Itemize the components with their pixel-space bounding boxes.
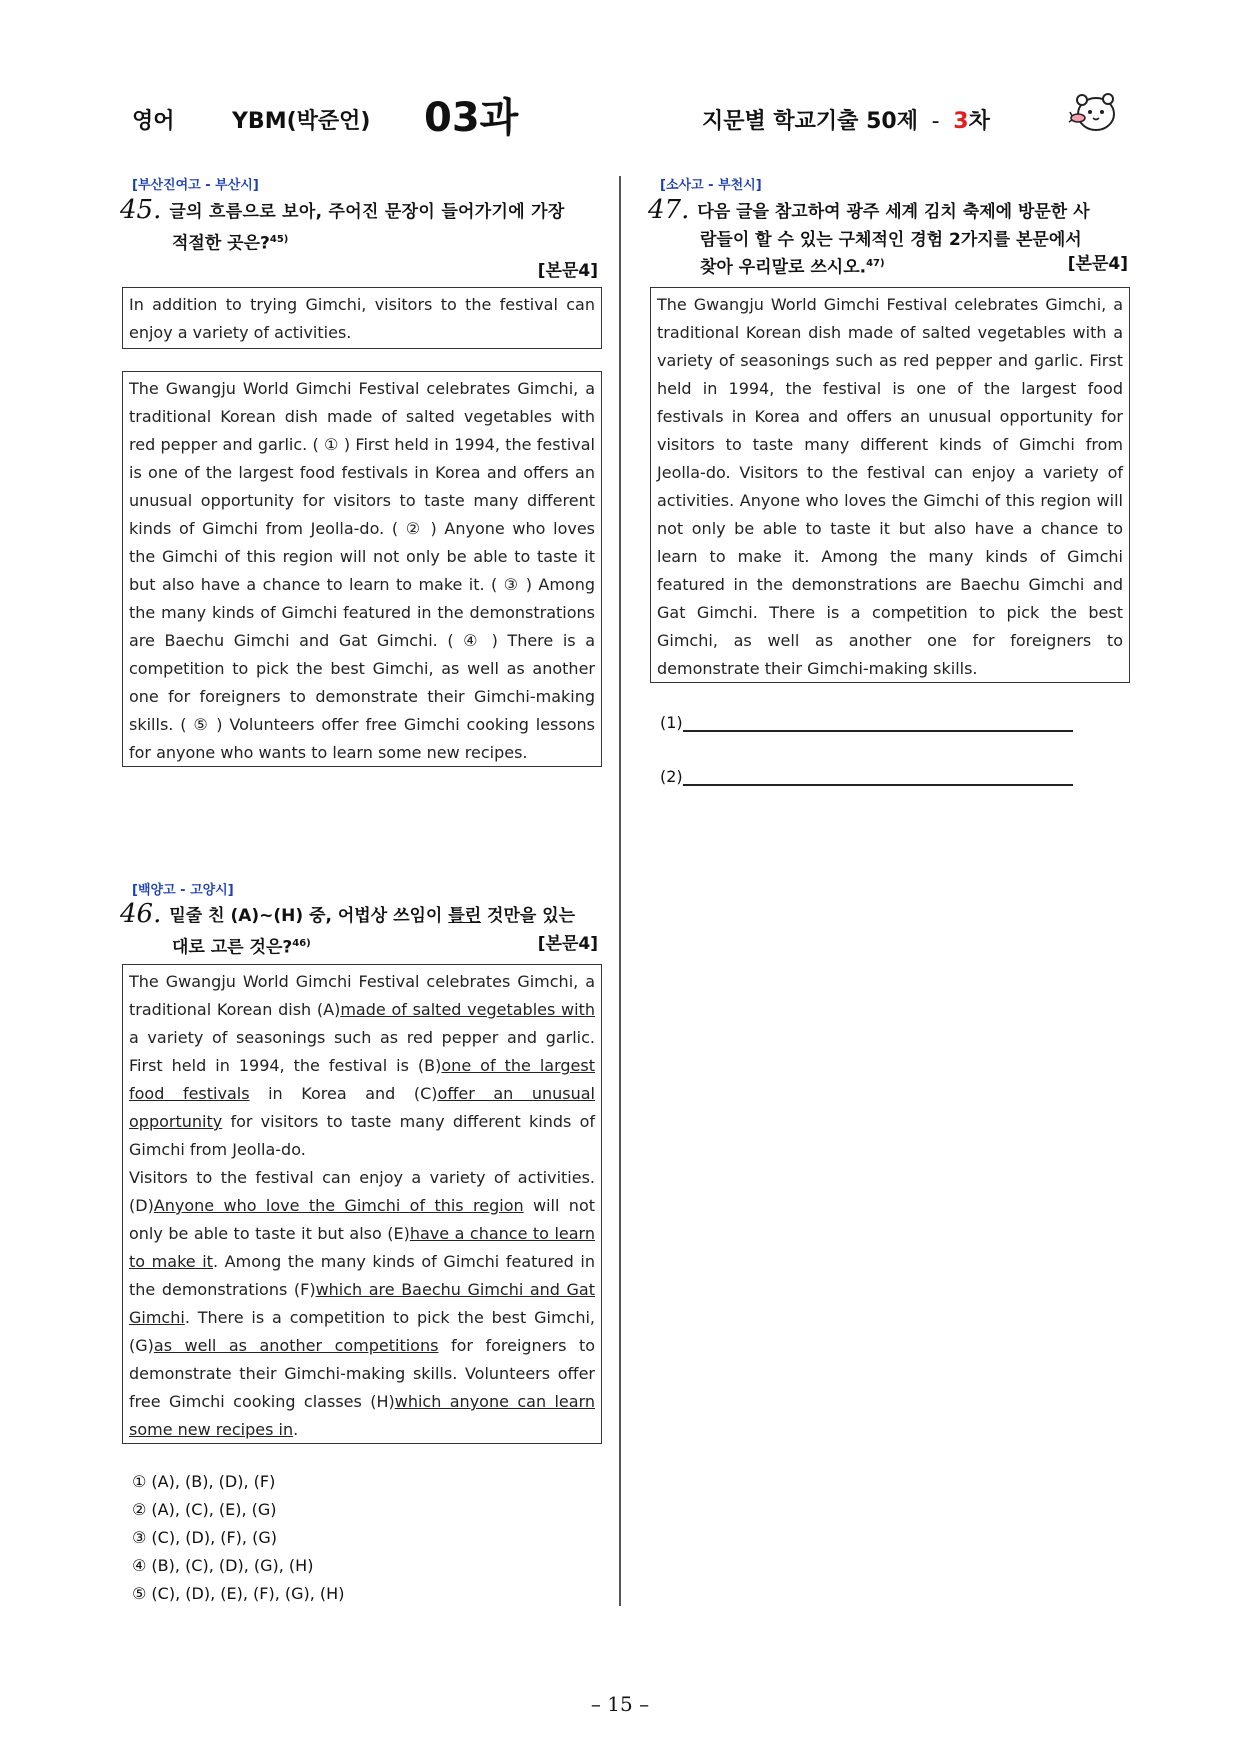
mascot-icon xyxy=(1068,88,1120,136)
publisher-label: YBM(박준언) xyxy=(232,109,371,134)
q46-text: for visitors to taste many different kinds of Gimchi from Jeolla-do. xyxy=(129,1112,595,1159)
q46-underline-B: one of the largest food festivals xyxy=(129,1056,595,1103)
q46-choice-1[interactable]: ① (A), (B), (D), (F) xyxy=(132,1472,276,1491)
column-divider xyxy=(619,176,621,1606)
q46-text: in Korea and (C) xyxy=(249,1084,438,1103)
q47-question-line3: 찾아 우리말로 쓰시오. xyxy=(700,257,867,278)
q46-text: . xyxy=(293,1420,299,1439)
q46-choice-5[interactable]: ⑤ (C), (D), (E), (F), (G), (H) xyxy=(132,1584,345,1603)
q45-given-sentence: In addition to trying Gimchi, visitors to the festival can enjoy a variety of activities. xyxy=(129,295,595,342)
q47-answer-1[interactable] xyxy=(660,712,1073,732)
q46-text: for foreigners to demonstrate their Gimchi-making skills. Volunteers offer free Gimchi cooking classes (H) xyxy=(129,1336,596,1411)
q46-source: [백양고 - 고양시] xyxy=(132,883,234,898)
round-number: 3 xyxy=(953,109,969,134)
q45-question-line2: 적절한 곳은? xyxy=(172,233,270,254)
q46-underline-H: which anyone can learn some new recipes in xyxy=(129,1392,596,1439)
q47-answer1-label: (1) xyxy=(660,713,683,732)
q46-text: a variety of seasonings such as red pepper and garlic. First held in 1994, the festival is (B) xyxy=(129,1028,595,1075)
series-title xyxy=(702,104,990,135)
q46-text: The Gwangju World Gimchi Festival celebrates Gimchi, a traditional Korean dish (A) xyxy=(129,972,595,1019)
q46-question-line1b: 것만을 있는 xyxy=(487,906,576,926)
q46-text: will not only be able to taste it but also (E) xyxy=(129,1196,596,1243)
q46-choice-2[interactable]: ② (A), (C), (E), (G) xyxy=(132,1500,277,1519)
q45-passage-box xyxy=(122,371,602,767)
q46-paragraph-1 xyxy=(129,968,595,1164)
q47-answer2-label: (2) xyxy=(660,767,683,786)
q46-underline-C: offer an unusual opportunity xyxy=(129,1084,596,1131)
q46-choices xyxy=(132,1468,344,1608)
q45-question-line1: 글의 흐름으로 보아, 주어진 문장이 들어가기에 가장 xyxy=(169,202,565,222)
q45-footnote: 45) xyxy=(269,234,289,245)
q47-footnote: 47) xyxy=(866,258,885,269)
q45-reference: [본문4] xyxy=(537,260,598,281)
q46-question-line2: 대로 고른 것은? xyxy=(172,937,293,958)
q46-text: Visitors to the festival can enjoy a variety of activities. (D) xyxy=(129,1168,595,1215)
q47-answer1-line[interactable] xyxy=(683,712,1073,732)
q45-given-sentence-box xyxy=(122,287,602,349)
q47-passage-box xyxy=(650,287,1130,683)
q46-paragraph-2 xyxy=(129,1164,595,1444)
page-number: – 15 – xyxy=(590,1692,650,1716)
q47-answer2-line[interactable] xyxy=(683,766,1073,786)
q46-underline-A: made of salted vegetables with xyxy=(340,1000,595,1019)
q47-answer-2[interactable] xyxy=(660,766,1073,786)
q47-question-line2: 람들이 할 수 있는 구체적인 경험 2가지를 본문에서 xyxy=(700,230,1082,250)
q47-passage: The Gwangju World Gimchi Festival celebrates Gimchi, a traditional Korean dish made of salted vegetables with a variety of seasonings such as red pepper and garlic. First held in 1994, the festival is one of the largest food festivals in Korea and offers an unusual opportunity for visitors to taste many different kinds of Gimchi from Jeolla-do. Visitors to the festival can enjoy a variety of activities. Anyone who loves the Gimchi of this region will not only be able to taste it but also have a chance to learn to make it. Among the many kinds of Gimchi featured in the demonstrations are Baechu Gimchi and Gat Gimchi. There is a competition to pick the best Gimchi, as well as another one for foreigners to demonstrate their Gimchi-making skills. xyxy=(657,295,1123,678)
q46-passage-box xyxy=(122,964,602,1444)
subject-label: 영어 xyxy=(132,109,175,134)
q46-text: . Among the many kinds of Gimchi featured in the demonstrations (F) xyxy=(129,1252,596,1299)
q46-question xyxy=(120,900,598,962)
q46-choice-3[interactable]: ③ (C), (D), (F), (G) xyxy=(132,1528,277,1547)
q45-source: [부산진여고 - 부산시] xyxy=(132,178,259,193)
q47-question-line1: 다음 글을 참고하여 광주 세계 김치 축제에 방문한 사 xyxy=(697,202,1090,222)
q46-number: 46. xyxy=(120,899,162,929)
round-suffix: 차 xyxy=(968,109,990,134)
q46-question-wrong: 틀린 xyxy=(448,906,482,926)
q46-reference: [본문4] xyxy=(537,934,598,954)
q46-choice-4[interactable]: ④ (B), (C), (D), (G), (H) xyxy=(132,1556,314,1575)
lesson-title: 03과 xyxy=(424,95,519,141)
q45-number: 45. xyxy=(120,195,162,225)
series-name: 지문별 학교기출 50제 xyxy=(702,109,918,134)
q45-question xyxy=(120,196,598,281)
q46-footnote: 46) xyxy=(292,938,311,949)
q46-question-line1: 밑줄 친 (A)~(H) 중, 어법상 쓰임이 xyxy=(169,906,443,926)
q47-question xyxy=(648,196,1128,282)
q47-reference: [본문4] xyxy=(1067,254,1128,274)
series-dash: - xyxy=(931,109,940,134)
q47-source: [소사고 - 부천시] xyxy=(660,178,762,193)
q46-underline-E: have a chance to learn to make it xyxy=(129,1224,595,1271)
q46-underline-D: Anyone who love the Gimchi of this region xyxy=(153,1196,524,1215)
q46-underline-F: which are Baechu Gimchi and Gat Gimchi xyxy=(129,1280,595,1327)
q45-passage: The Gwangju World Gimchi Festival celebrates Gimchi, a traditional Korean dish made of salted vegetables with red pepper and garlic. ( ① ) First held in 1994, the festival is one of the largest food festivals in Korea and offers an unusual opportunity for visitors to taste many different kinds of Gimchi from Jeolla-do. ( ② ) Anyone who loves the Gimchi of this region will not only be able to taste it but also have a chance to learn to make it. ( ③ ) Among the many kinds of Gimchi featured in the demonstrations are Baechu Gimchi and Gat Gimchi. ( ④ ) There is a competition to pick the best Gimchi, as well as another one for foreigners to demonstrate their Gimchi-making skills. ( ⑤ ) Volunteers offer free Gimchi cooking lessons for anyone who wants to learn some new recipes. xyxy=(129,379,595,762)
q46-text: . There is a competition to pick the best Gimchi, (G) xyxy=(129,1308,595,1355)
q47-number: 47. xyxy=(648,195,690,225)
q46-underline-G: as well as another competitions xyxy=(153,1336,439,1355)
